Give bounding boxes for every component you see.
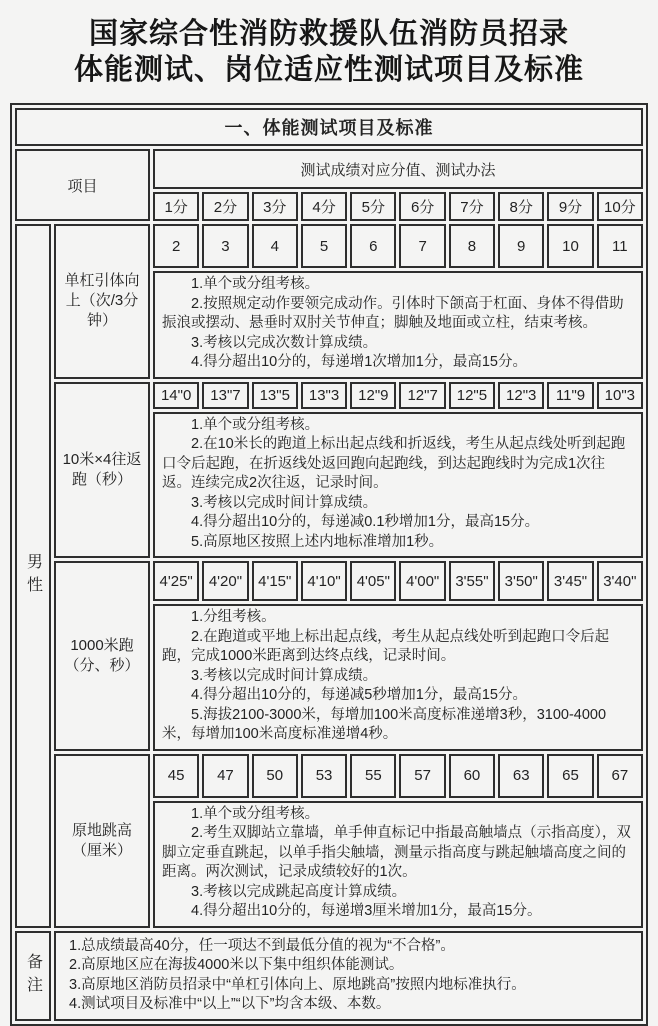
item-name-pullups: 单杠引体向上（次/3分钟） [54,224,150,379]
value-cell: 11 [597,224,643,268]
col-header-item: 项目 [15,149,150,221]
value-cell: 13"5 [252,382,298,409]
value-cell: 55 [350,754,396,798]
value-cell: 3 [202,224,248,268]
value-cell: 3'40" [597,561,643,601]
page-title-line2: 体能测试、岗位适应性测试项目及标准 [73,54,584,86]
value-cell: 3'45" [547,561,593,601]
value-cell: 5 [301,224,347,268]
remarks-row [15,931,643,1021]
method-step: 1.单个或分组考核。 [191,805,320,822]
method-step: 3.考核以完成次数计算成绩。 [191,334,378,351]
method-step: 1.分组考核。 [191,609,276,625]
value-cell: 67 [597,754,643,798]
remark-item: 2.高原地区应在海拔4000米以下集中组织体能测试。 [69,957,404,973]
score-label: 8分 [498,192,544,221]
value-cell: 47 [202,754,248,798]
value-cell: 4 [252,224,298,268]
value-cell: 10"3 [597,382,643,409]
score-label: 7分 [449,192,495,221]
score-label: 1分 [153,192,199,221]
method-step: 4.得分超出10分的，每递减0.1秒增加1分，最高15分。 [191,514,540,530]
value-cell: 2 [153,224,199,268]
method-step: 3.考核以完成时间计算成绩。 [191,494,378,511]
value-cell: 13"3 [301,382,347,409]
method-step: 1.单个或分组考核。 [191,416,320,433]
score-label: 4分 [301,192,347,221]
remarks-label: 备注 [24,952,42,999]
page-title-line1: 国家综合性消防救援队伍消防员招录 [88,18,569,50]
value-cell: 12"5 [449,382,495,409]
col-header-scores: 测试成绩对应分值、测试办法 [153,149,643,189]
value-cell: 57 [399,754,445,798]
value-cell: 50 [252,754,298,798]
method-cell-standing-jump [153,801,643,928]
page-title [8,16,650,88]
standards-table [10,103,648,1026]
method-step: 3.考核以完成时间计算成绩。 [191,667,378,684]
value-cell: 4'20" [202,561,248,601]
score-label: 6分 [399,192,445,221]
method-step: 1.单个或分组考核。 [191,276,320,292]
value-cell: 3'55" [449,561,495,601]
value-cell: 65 [547,754,593,798]
remark-item: 1.总成绩最高40分，任一项达不到最低分值的视为“不合格”。 [69,937,455,954]
remark-item: 4.测试项目及标准中“以上”“以下”均含本级、本数。 [69,996,391,1012]
value-cell: 4'00" [399,561,445,601]
value-cell: 53 [301,754,347,798]
value-cell: 4'10" [301,561,347,601]
value-cell: 63 [498,754,544,798]
header-row [15,149,643,189]
value-cell: 4'15" [252,561,298,601]
score-label: 5分 [350,192,396,221]
score-label: 3分 [252,192,298,221]
gender-label: 男性 [24,552,42,599]
section-title: 一、体能测试项目及标准 [15,108,643,146]
value-cell: 10 [547,224,593,268]
section-title-row [15,108,643,146]
value-cell: 9 [498,224,544,268]
method-cell-shuttle-run [153,412,643,559]
method-step: 2.考生双脚站立靠墙，单手伸直标记中指最高触墙点（示指高度），双脚立定垂直跳起，以单手指尖触墙，测量示指高度与跳起触墙高度之间的距离。两次测试，记录成绩较好的1次。 [162,825,631,880]
item-row-run1000-values [15,561,643,601]
value-cell: 4'05" [350,561,396,601]
item-row-shuttle-values [15,382,643,409]
item-name-1000m-run: 1000米跑（分、秒） [54,561,150,751]
value-cell: 4'25" [153,561,199,601]
method-step: 5.高原地区按照上述内地标准增加1秒。 [191,533,444,550]
item-row-jump-values [15,754,643,798]
method-step: 4.得分超出10分的，每递增3厘米增加1分，最高15分。 [191,903,542,919]
item-name-standing-jump: 原地跳高（厘米） [54,754,150,928]
score-label: 2分 [202,192,248,221]
remarks-body [54,931,643,1021]
method-step: 4.得分超出10分的，每递减5秒增加1分，最高15分。 [191,687,527,703]
gender-cell [15,224,51,928]
method-step: 2.在跑道或平地上标出起点线，考生从起点线处听到起跑口令后起跑，完成1000米距离到达终点线，记录时间。 [162,628,610,664]
value-cell: 12"7 [399,382,445,409]
method-step: 4.得分超出10分的，每递增1次增加1分，最高15分。 [191,354,527,370]
value-cell: 6 [350,224,396,268]
value-cell: 13"7 [202,382,248,409]
method-step: 5.海拔2100-3000米，每增加100米高度标准递增3秒，3100-4000米，每增加100米高度标准递增4秒。 [162,706,607,742]
score-label: 9分 [547,192,593,221]
method-step: 3.考核以完成跳起高度计算成绩。 [191,883,407,900]
value-cell: 12"9 [350,382,396,409]
method-cell-pullups [153,271,643,379]
value-cell: 7 [399,224,445,268]
value-cell: 45 [153,754,199,798]
value-cell: 14"0 [153,382,199,409]
value-cell: 11"9 [547,382,593,409]
method-cell-1000m-run [153,604,643,751]
value-cell: 60 [449,754,495,798]
value-cell: 3'50" [498,561,544,601]
item-name-shuttle-run: 10米×4往返跑（秒） [54,382,150,559]
method-step: 2.在10米长的跑道上标出起点线和折返线，考生从起点线处听到起跑口令后起跑，在折返线处返回跑向起跑线，到达起跑线时为完成1次往返。连续完成2次往返，记录时间。 [162,436,626,491]
remarks-label-cell [15,931,51,1021]
value-cell: 8 [449,224,495,268]
remark-item: 3.高原地区消防员招录中“单杠引体向上、原地跳高”按照内地标准执行。 [69,976,526,993]
item-row-pullups-values [15,224,643,268]
method-step: 2.按照规定动作要领完成动作。引体时下颌高于杠面、身体不得借助振浪或摆动、悬垂时双肘关节伸直；脚触及地面或立柱，结束考核。 [162,295,624,331]
value-cell: 12"3 [498,382,544,409]
score-label: 10分 [597,192,643,221]
